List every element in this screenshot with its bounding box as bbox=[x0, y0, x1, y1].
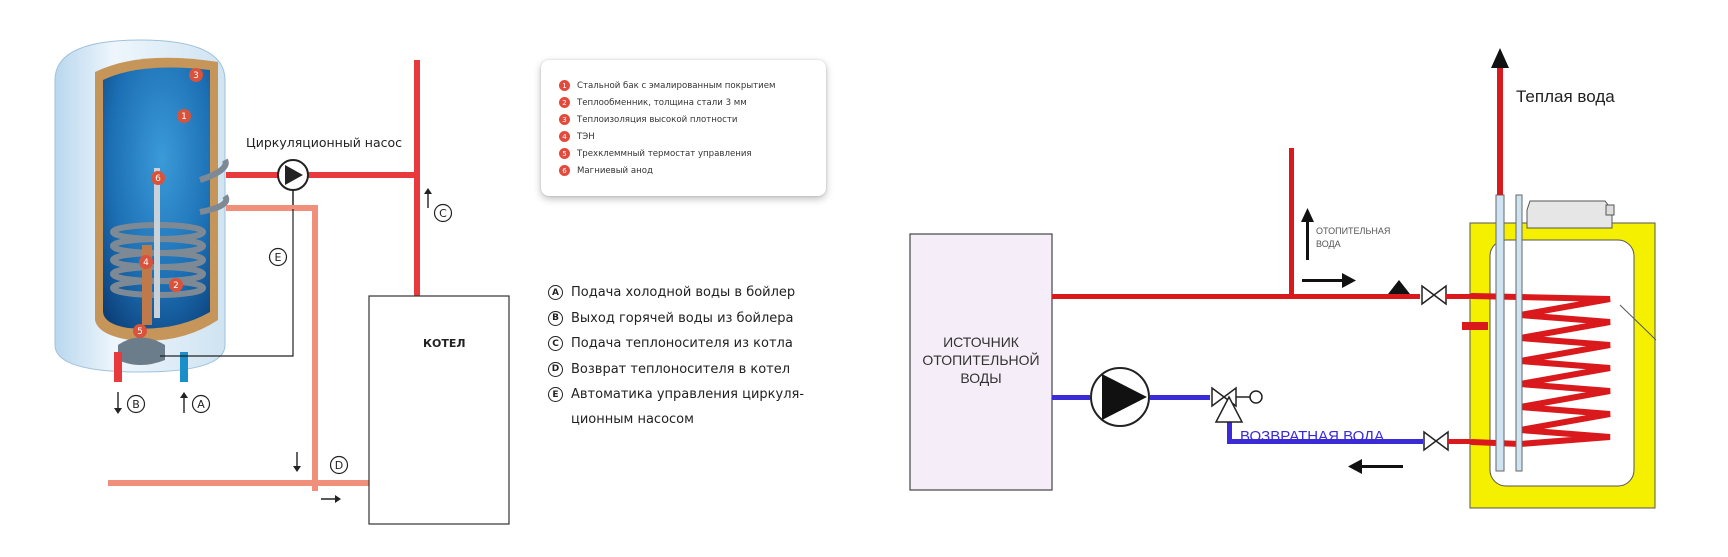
callout-c-label: C bbox=[439, 207, 447, 220]
callout-b-label: B bbox=[132, 398, 140, 411]
legend-number-1: 1 bbox=[559, 80, 570, 91]
legend-item-3 bbox=[559, 111, 826, 128]
warm-water-outlet bbox=[1491, 48, 1509, 195]
legend-item-6 bbox=[559, 162, 826, 179]
source-label-3: ВОДЫ bbox=[960, 370, 1002, 386]
heating-water-label-1: ОТОПИТЕЛЬНАЯ bbox=[1316, 226, 1391, 236]
flow-letter-d: D bbox=[548, 362, 563, 377]
callout-e-label: E bbox=[274, 251, 282, 264]
heating-water-label-2: ВОДА bbox=[1316, 239, 1341, 249]
pump-label: Циркуляционный насос bbox=[246, 135, 403, 150]
return-water-arrow bbox=[1348, 459, 1403, 474]
water-heater-tank bbox=[55, 40, 226, 372]
legend-number-6: 6 bbox=[559, 165, 570, 176]
flow-text-a: Подача холодной воды в бойлер bbox=[571, 285, 796, 300]
heating-water-arrows bbox=[1301, 208, 1410, 294]
tank-number-4: 4 bbox=[143, 258, 149, 268]
legend-number-2: 2 bbox=[559, 97, 570, 108]
return-pipe-from-tank bbox=[1448, 439, 1470, 444]
magnesium-anode bbox=[154, 168, 160, 318]
legend-text-4: ТЭН bbox=[577, 131, 595, 142]
tank-number-5: 5 bbox=[137, 327, 143, 337]
three-way-valve bbox=[1212, 388, 1262, 422]
return-pump bbox=[1091, 368, 1149, 426]
flow-text-e: Автоматика управления циркуля-ционным насосом bbox=[571, 387, 805, 427]
heating-supply-pipe bbox=[1052, 148, 1420, 299]
supply-valve bbox=[1422, 286, 1446, 304]
warm-water-label: Теплая вода bbox=[1516, 87, 1615, 106]
source-label-2: ОТОПИТЕЛЬНОЙ bbox=[922, 352, 1040, 368]
tank-number-1: 1 bbox=[181, 112, 187, 122]
legend-number-5: 5 bbox=[559, 148, 570, 159]
flow-letter-c: C bbox=[548, 336, 563, 351]
tank-number-3: 3 bbox=[193, 71, 199, 81]
legend-text-6: Магниевый анод bbox=[577, 165, 653, 176]
flows-legend bbox=[548, 284, 831, 436]
hot-water-outlet-pipe bbox=[114, 352, 122, 382]
legend-number-4: 4 bbox=[559, 131, 570, 142]
circulation-pump bbox=[278, 160, 308, 209]
flow-letter-e: E bbox=[548, 387, 563, 402]
legend-item-5 bbox=[559, 145, 826, 162]
callout-d-label: D bbox=[334, 459, 344, 472]
flow-text-c: Подача теплоносителя из котла bbox=[571, 336, 793, 351]
supply-pipe-to-tank bbox=[1446, 294, 1470, 299]
boiler-label: КОТЕЛ bbox=[423, 337, 466, 350]
flow-text-d: Возврат теплоносителя в котел bbox=[571, 361, 791, 377]
tank-number-6: 6 bbox=[155, 174, 161, 184]
legend-item-4 bbox=[559, 128, 826, 145]
legend-item-1 bbox=[559, 77, 826, 94]
legend-text-3: Теплоизоляция высокой плотности bbox=[577, 114, 738, 125]
legend-text-2: Теплообменник, толщина стали 3 мм bbox=[577, 97, 747, 108]
return-water-label: ВОЗВРАТНАЯ ВОДА bbox=[1240, 428, 1385, 445]
return-valve bbox=[1424, 432, 1448, 450]
legend-text-5: Трехклеммный термостат управления bbox=[577, 148, 752, 159]
callout-a-label: A bbox=[197, 398, 205, 411]
flow-text-b: Выход горячей воды из бойлера bbox=[571, 310, 794, 326]
flow-letter-a: A bbox=[548, 285, 563, 300]
boiler-box bbox=[369, 296, 509, 524]
legend-text-1: Стальной бак с эмалированным покрытием bbox=[577, 80, 776, 91]
legend-number-3: 3 bbox=[559, 114, 570, 125]
boiler-supply-pipe bbox=[226, 60, 420, 296]
components-legend-card bbox=[541, 60, 826, 196]
flow-legend-e bbox=[548, 386, 831, 436]
flow-letter-b: B bbox=[548, 311, 563, 326]
tank-number-2: 2 bbox=[173, 281, 179, 291]
storage-tank bbox=[1462, 195, 1656, 508]
source-label-1: ИСТОЧНИК bbox=[943, 334, 1019, 350]
legend-item-2 bbox=[559, 94, 826, 111]
